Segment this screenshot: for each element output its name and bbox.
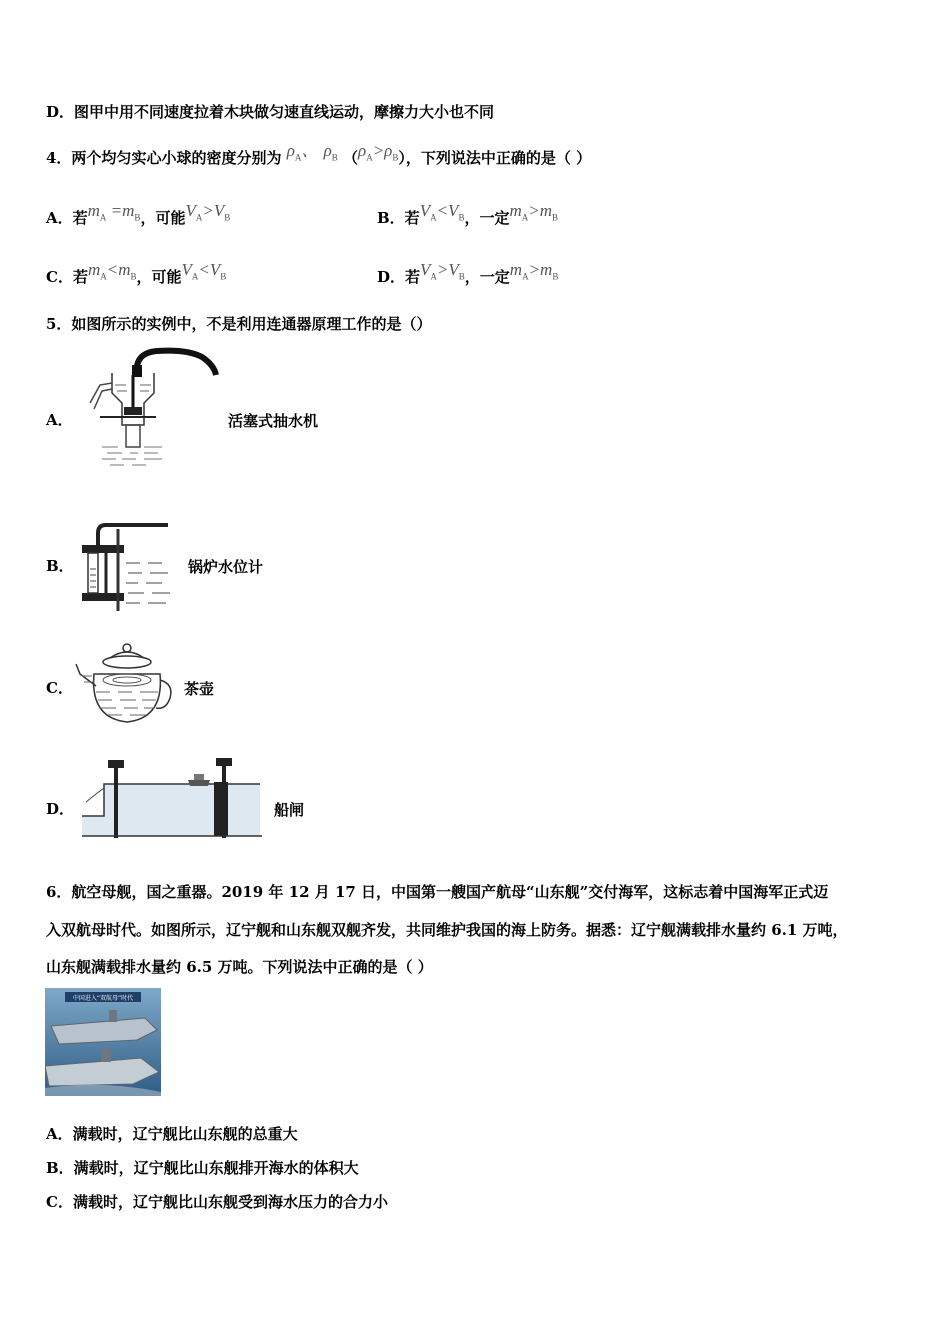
- q4-stem-text: 4．两个均匀实心小球的密度分别为: [46, 149, 282, 167]
- q6-stem-line2: 入双航母时代。如图所示，辽宁舰和山东舰双舰齐发，共同维护我国的海上防务。据悉：辽宁舰满载排水量约 6.1 万吨，: [46, 921, 848, 939]
- q4-option-b: B．若$V_A<V_B$，一定$m_A>m_B$: [377, 201, 559, 227]
- q5-c-caption: 茶壶: [184, 680, 215, 698]
- ship-lock-figure: [82, 754, 267, 844]
- piston-pump-figure: [82, 345, 222, 470]
- q4-stem: 4．两个均匀实心小球的密度分别为 $\rho_A$、 $\rho_B$ $(\rho_A>\rho_B)$，下列说法中正确的是（ ）: [46, 141, 592, 167]
- q6-stem-line3: 山东舰满载排水量约 6.5 万吨。下列说法中正确的是（ ）: [46, 958, 433, 976]
- q5-stem: 5．如图所示的实例中，不是利用连通器原理工作的是（）: [46, 315, 432, 333]
- boiler-gauge-figure: [78, 515, 183, 615]
- aircraft-carrier-photo: [45, 988, 161, 1096]
- q4-option-d: D．若$V_A>V_B$，一定$m_A>m_B$: [377, 260, 559, 286]
- rho-condition: $\rho_A>\rho_B$: [358, 141, 399, 163]
- q6-option-a: A．满载时，辽宁舰比山东舰的总重大: [46, 1125, 298, 1143]
- q4-option-c: C．若$m_A<m_B$，可能$V_A<V_B$: [46, 260, 227, 286]
- teapot-figure: [72, 640, 177, 730]
- q6-option-b: B．满载时，辽宁舰比山东舰排开海水的体积大: [46, 1159, 359, 1177]
- q5-c-label: C．: [46, 679, 73, 697]
- q5-a-caption: 活塞式抽水机: [228, 412, 319, 430]
- q6-stem-line1: 6．航空母舰，国之重器。2019 年 12 月 17 日，中国第一艘国产航母“山东舰”交付海军，这标志着中国海军正式迈: [46, 883, 829, 901]
- q5-b-label: B．: [46, 557, 74, 575]
- rho-a: $\rho_A$: [286, 141, 302, 163]
- q5-a-label: A．: [46, 411, 73, 429]
- photo-banner-text: 中国进入“双航母”时代: [72, 995, 134, 1002]
- q3-option-d: D．图甲中用不同速度拉着木块做匀速直线运动，摩擦力大小也不同: [46, 103, 495, 121]
- q4-option-a: A．若$m_A =m_B$，可能$V_A>V_B$: [46, 201, 231, 227]
- q5-d-caption: 船闸: [274, 801, 305, 819]
- q5-b-caption: 锅炉水位计: [188, 558, 264, 576]
- q5-d-label: D．: [46, 800, 75, 818]
- q6-option-c: C．满载时，辽宁舰比山东舰受到海水压力的合力小: [46, 1193, 388, 1211]
- rho-b: $\rho_B$: [323, 141, 338, 163]
